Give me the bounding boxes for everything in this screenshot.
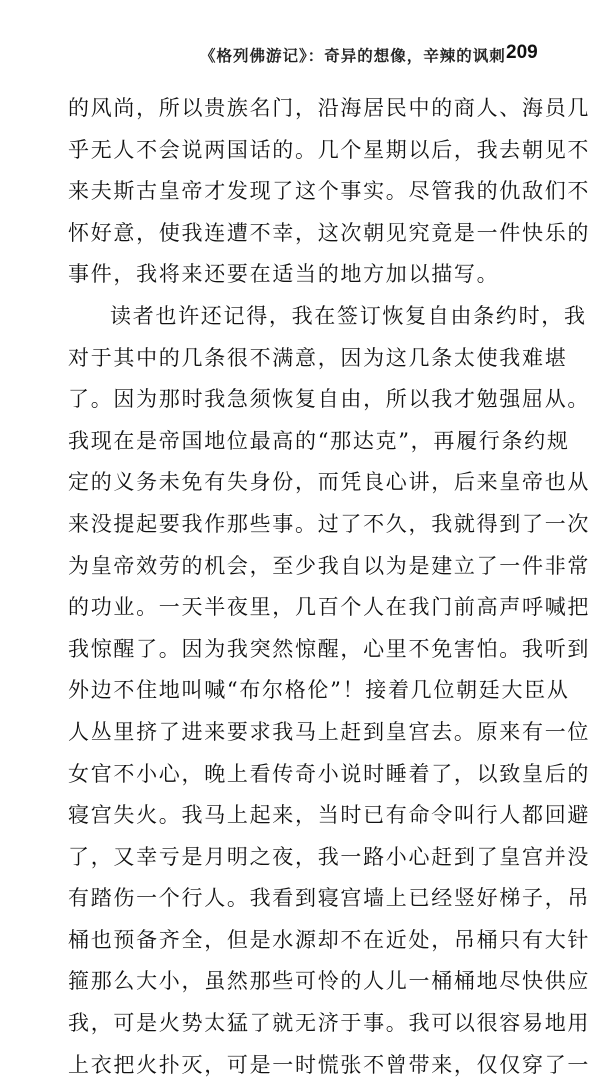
text-line: 了，又幸亏是月明之夜，我一路小心赶到了皇宫并没 <box>68 844 591 869</box>
text-line: 上衣把火扑灭，可是一时慌张不曾带来，仅仅穿了一 <box>68 1052 591 1077</box>
text-line: 乎无人不会说两国话的。几个星期以后，我去朝见不 <box>68 137 591 162</box>
text-line: 我现在是帝国地位最高的“那达克”，再履行条约规 <box>68 428 570 453</box>
running-header <box>0 44 600 68</box>
text-line: 来没提起要我作那些事。过了不久，我就得到了一次 <box>68 511 591 536</box>
page-number: 209 <box>506 42 538 63</box>
text-line: 人丛里挤了进来要求我马上赶到皇宫去。原来有一位 <box>68 719 591 744</box>
body-text <box>68 88 591 1086</box>
running-header-title: 《格列佛游记》：奇异的想像，辛辣的讽刺 <box>200 46 506 65</box>
text-line: 定的义务未免有失身份，而凭良心讲，后来皇帝也从 <box>68 470 591 495</box>
text-line: 的功业。一天半夜里，几百个人在我门前高声呼喊把 <box>68 595 591 620</box>
text-line: 怀好意，使我连遭不幸，这次朝见究竟是一件快乐的 <box>68 220 591 245</box>
text-line: 我惊醒了。因为我突然惊醒，心里不免害怕。我听到 <box>68 636 591 661</box>
text-line: 来夫斯古皇帝才发现了这个事实。尽管我的仇敌们不 <box>68 179 591 204</box>
text-line: 有踏伤一个行人。我看到寝宫墙上已经竖好梯子，吊 <box>68 886 591 911</box>
text-line: 了。因为那时我急须恢复自由，所以我才勉强屈从。 <box>68 387 591 412</box>
text-line: 事件，我将来还要在适当的地方加以描写。 <box>68 262 500 287</box>
text-line: 桶也预备齐全，但是水源却不在近处，吊桶只有大针 <box>68 927 591 952</box>
text-line: 寝宫失火。我马上起来，当时已有命令叫行人都回避 <box>68 803 591 828</box>
text-line: 外边不住地叫喊“布尔格伦”！接着几位朝廷大臣从 <box>68 678 570 703</box>
text-line: 对于其中的几条很不满意，因为这几条太使我难堪 <box>68 345 568 370</box>
paragraph-first-line: 读者也许还记得，我在签订恢复自由条约时，我 <box>110 303 587 328</box>
text-line: 为皇帝效劳的机会，至少我自以为是建立了一件非常 <box>68 553 591 578</box>
text-line: 箍那么大小，虽然那些可怜的人儿一桶桶地尽快供应 <box>68 969 591 994</box>
text-line: 的风尚，所以贵族名门，沿海居民中的商人、海员几 <box>68 96 591 120</box>
text-line: 女官不小心，晚上看传奇小说时睡着了，以致皇后的 <box>68 761 591 786</box>
text-line: 我，可是火势太猛了就无济于事。我可以很容易地用 <box>68 1011 591 1036</box>
